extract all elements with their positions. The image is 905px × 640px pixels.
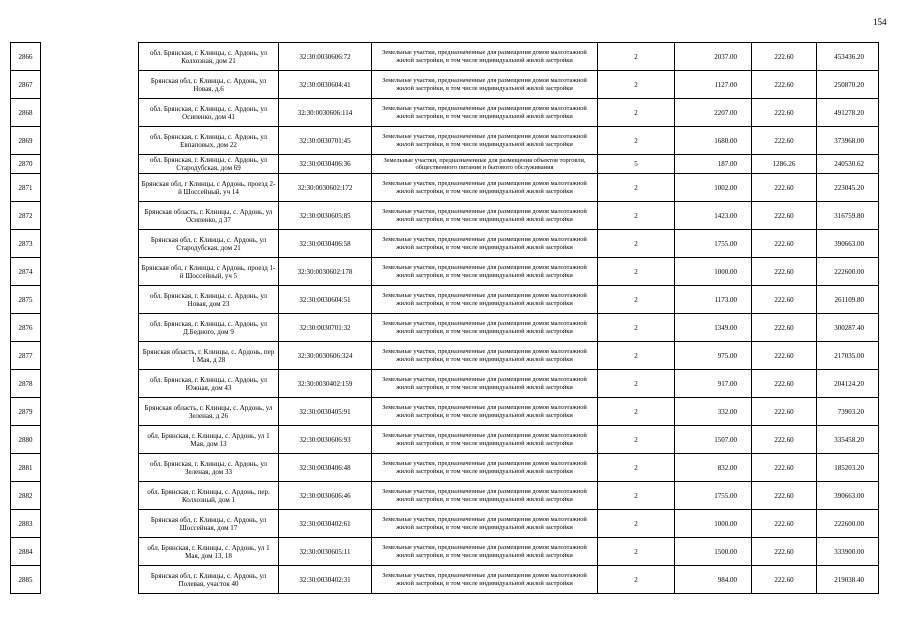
address-cell: обл. Брянская, г. Клинцы, с. Ардонь, ул Евпаповых, дом 22 [139,127,279,155]
land-use-cell: Земельные участки, предназначенные для размещения домов малоэтажной жилой застройки, в том числе индивидуальной жилой застройки [372,538,598,566]
land-use-cell: Земельные участки, предназначенные для размещения домов малоэтажной жилой застройки, в том числе индивидуальной жилой застройки [372,286,598,314]
rate-cell: 222.60 [752,258,817,286]
cadastral-value-cell: 390663.00 [817,230,879,258]
cadastral-number-cell: 32:30:0030402:61 [279,510,372,538]
cadastral-number-cell: 32:30:0030606:46 [279,482,372,510]
area-cell: 1500.00 [675,538,752,566]
table-row [11,538,879,566]
address-cell: Брянская обл, г Клинцы, с Ардонь, проезд 1-й Шоссейный, уч 5 [139,258,279,286]
blank-cell [41,566,139,594]
address-cell: обл. Брянская, г. Клинцы, с. Ардонь, ул Колхозная, дом 21 [139,43,279,71]
rate-cell: 222.60 [752,566,817,594]
blank-cell [41,43,139,71]
cadastral-value-cell: 204124.20 [817,370,879,398]
group-cell: 2 [598,426,675,454]
land-use-cell: Земельные участки, предназначенные для размещения домов малоэтажной жилой застройки, в том числе индивидуальной жилой застройки [372,454,598,482]
group-cell: 2 [598,286,675,314]
cadastral-value-cell: 185203.20 [817,454,879,482]
group-cell: 2 [598,127,675,155]
area-cell: 332.00 [675,398,752,426]
row-id: 2879 [11,398,41,426]
blank-cell [41,538,139,566]
area-cell: 1755.00 [675,230,752,258]
group-cell: 2 [598,510,675,538]
area-cell: 832.00 [675,454,752,482]
cadastral-value-cell: 453436.20 [817,43,879,71]
land-use-cell: Земельные участки, предназначенные для размещения домов малоэтажной жилой застройки, в том числе индивидуальной жилой застройки [372,342,598,370]
cadastral-value-cell: 316759.80 [817,202,879,230]
land-use-cell: Земельные участки, предназначенные для размещения домов малоэтажной жилой застройки, в том числе индивидуальной жилой застройки [372,71,598,99]
cadastral-value-cell: 373968.00 [817,127,879,155]
land-use-cell: Земельные участки, предназначенные для размещения домов малоэтажной жилой застройки, в том числе индивидуальной жилой застройки [372,314,598,342]
group-cell: 2 [598,43,675,71]
cadastral-number-cell: 32:30:0030606:93 [279,426,372,454]
group-cell: 2 [598,71,675,99]
area-cell: 1755.00 [675,482,752,510]
address-cell: обл. Брянская, г. Клинцы, с. Ардонь, ул Д.Бедного, дом 9 [139,314,279,342]
area-cell: 2207.00 [675,99,752,127]
table-body [11,43,879,594]
cadastral-value-cell: 390663.00 [817,482,879,510]
land-use-cell: Земельные участки, предназначенные для размещения домов малоэтажной жилой застройки, в том числе индивидуальной жилой застройки [372,370,598,398]
cadastral-number-cell: 32:30:0030406:58 [279,230,372,258]
address-cell: обл. Брянская, г. Клинцы, с. Ардонь, пер. Колхозный, дом 1 [139,482,279,510]
cadastral-value-cell: 250870.20 [817,71,879,99]
group-cell: 2 [598,202,675,230]
rate-cell: 222.60 [752,202,817,230]
cadastral-number-cell: 32:30:0030602:172 [279,174,372,202]
row-id: 2870 [11,155,41,174]
area-cell: 1000.00 [675,510,752,538]
cadastral-number-cell: 32:30:0030402:159 [279,370,372,398]
row-id: 2884 [11,538,41,566]
table-row [11,286,879,314]
table-row [11,43,879,71]
land-use-cell: Земельные участки, предназначенные для размещения домов малоэтажной жилой застройки, в том числе индивидуальной жилой застройки [372,398,598,426]
land-use-cell: Земельные участки, предназначенные для размещения объектов торговли, общественного питания и бытового обслуживания [372,155,598,174]
land-use-cell: Земельные участки, предназначенные для размещения домов малоэтажной жилой застройки, в том числе индивидуальной жилой застройки [372,426,598,454]
cadastral-value-cell: 261109.80 [817,286,879,314]
land-use-cell: Земельные участки, предназначенные для размещения домов малоэтажной жилой застройки, в том числе индивидуальной жилой застройки [372,482,598,510]
table-row [11,71,879,99]
cadastral-number-cell: 32:30:0030605:11 [279,538,372,566]
group-cell: 2 [598,454,675,482]
group-cell: 5 [598,155,675,174]
blank-cell [41,510,139,538]
cadastral-number-cell: 32:30:0030604:51 [279,286,372,314]
land-use-cell: Земельные участки, предназначенные для размещения домов малоэтажной жилой застройки, в том числе индивидуальной жилой застройки [372,202,598,230]
cadastral-number-cell: 32:30:0030405:91 [279,398,372,426]
rate-cell: 222.60 [752,510,817,538]
area-cell: 1507.00 [675,426,752,454]
land-use-cell: Земельные участки, предназначенные для размещения домов малоэтажной жилой застройки, в том числе индивидуальной жилой застройки [372,99,598,127]
blank-cell [41,342,139,370]
address-cell: Брянская область, г. Клинцы, с. Ардонь, пер 1 Мая, д 28 [139,342,279,370]
rate-cell: 222.60 [752,370,817,398]
blank-cell [41,202,139,230]
address-cell: обл. Брянская, г. Клинцы, с. Ардонь, ул 1 Мая, дом 13, 18 [139,538,279,566]
area-cell: 1680.00 [675,127,752,155]
address-cell: обл. Брянская, г. Клинцы, с. Ардонь, ул Стародубская, дом 69 [139,155,279,174]
address-cell: обл. Брянская, г. Клинцы, с. Ардонь, ул 1 Мая, дом 13 [139,426,279,454]
rate-cell: 1286.26 [752,155,817,174]
page-number: 154 [873,17,887,27]
address-cell: Брянская обл, г. Клинцы, с. Ардонь, ул Стародубская, дом 21 [139,230,279,258]
table-row [11,99,879,127]
rate-cell: 222.60 [752,342,817,370]
rate-cell: 222.60 [752,127,817,155]
rate-cell: 222.60 [752,99,817,127]
group-cell: 2 [598,566,675,594]
rate-cell: 222.60 [752,230,817,258]
blank-cell [41,370,139,398]
cadastral-value-cell: 217035.00 [817,342,879,370]
rate-cell: 222.60 [752,43,817,71]
cadastral-number-cell: 32:30:0030406:36 [279,155,372,174]
address-cell: Брянская обл, г. Клинцы, с. Ардонь, ул Шоссейная, дом 17 [139,510,279,538]
cadastral-number-cell: 32:30:0030602:178 [279,258,372,286]
land-use-cell: Земельные участки, предназначенные для размещения домов малоэтажной жилой застройки, в том числе индивидуальной жилой застройки [372,174,598,202]
area-cell: 1423.00 [675,202,752,230]
row-id: 2866 [11,43,41,71]
cadastral-number-cell: 32:30:0030606:72 [279,43,372,71]
address-cell: обл. Брянская, г. Клинцы, с. Ардонь, ул Осипенко, дом 41 [139,99,279,127]
land-use-cell: Земельные участки, предназначенные для размещения домов малоэтажной жилой застройки, в том числе индивидуальной жилой застройки [372,127,598,155]
table-row [11,398,879,426]
cadastral-value-cell: 300287.40 [817,314,879,342]
address-cell: Брянская обл, г. Клинцы, с. Ардонь, ул Полевая, участок 40 [139,566,279,594]
cadastral-number-cell: 32:30:0030701:45 [279,127,372,155]
area-cell: 1173.00 [675,286,752,314]
group-cell: 2 [598,258,675,286]
cadastral-number-cell: 32:30:0030701:32 [279,314,372,342]
group-cell: 2 [598,230,675,258]
blank-cell [41,426,139,454]
table-row [11,174,879,202]
table-row [11,258,879,286]
blank-cell [41,398,139,426]
area-cell: 1002.00 [675,174,752,202]
address-cell: Брянская обл, г Клинцы, с Ардонь, проезд 2-й Шоссейный, уч 14 [139,174,279,202]
land-parcel-table [10,42,879,594]
rate-cell: 222.60 [752,314,817,342]
table-row [11,127,879,155]
row-id: 2874 [11,258,41,286]
group-cell: 2 [598,370,675,398]
cadastral-number-cell: 32:30:0030402:31 [279,566,372,594]
row-id: 2885 [11,566,41,594]
rate-cell: 222.60 [752,174,817,202]
area-cell: 975.00 [675,342,752,370]
blank-cell [41,127,139,155]
group-cell: 2 [598,482,675,510]
rate-cell: 222.60 [752,426,817,454]
cadastral-number-cell: 32:30:0030604:41 [279,71,372,99]
table-row [11,342,879,370]
table-row [11,202,879,230]
row-id: 2882 [11,482,41,510]
land-use-cell: Земельные участки, предназначенные для размещения домов малоэтажной жилой застройки, в том числе индивидуальной жилой застройки [372,258,598,286]
area-cell: 917.00 [675,370,752,398]
cadastral-number-cell: 32:30:0030605:85 [279,202,372,230]
area-cell: 187.00 [675,155,752,174]
cadastral-number-cell: 32:30:0030606:324 [279,342,372,370]
cadastral-value-cell: 73903.20 [817,398,879,426]
table-row [11,426,879,454]
address-cell: обл. Брянская, г. Клинцы, с. Ардонь, ул Зеленая, дом 33 [139,454,279,482]
rate-cell: 222.60 [752,286,817,314]
row-id: 2873 [11,230,41,258]
land-use-cell: Земельные участки, предназначенные для размещения домов малоэтажной жилой застройки, в том числе индивидуальной жилой застройки [372,566,598,594]
group-cell: 2 [598,342,675,370]
table-row [11,370,879,398]
blank-cell [41,314,139,342]
rate-cell: 222.60 [752,398,817,426]
table-row [11,482,879,510]
table-row [11,314,879,342]
address-cell: Брянская область, г. Клинцы, с. Ардонь, ул Осипенко, д 37 [139,202,279,230]
area-cell: 2037.00 [675,43,752,71]
row-id: 2878 [11,370,41,398]
group-cell: 2 [598,99,675,127]
row-id: 2883 [11,510,41,538]
rate-cell: 222.60 [752,482,817,510]
rate-cell: 222.60 [752,538,817,566]
row-id: 2875 [11,286,41,314]
blank-cell [41,258,139,286]
blank-cell [41,482,139,510]
land-use-cell: Земельные участки, предназначенные для размещения домов малоэтажной жилой застройки, в том числе индивидуальной жилой застройки [372,43,598,71]
blank-cell [41,99,139,127]
blank-cell [41,71,139,99]
cadastral-value-cell: 491278.20 [817,99,879,127]
land-use-cell: Земельные участки, предназначенные для размещения домов малоэтажной жилой застройки, в том числе индивидуальной жилой застройки [372,230,598,258]
row-id: 2871 [11,174,41,202]
row-id: 2867 [11,71,41,99]
cadastral-value-cell: 333900.00 [817,538,879,566]
blank-cell [41,230,139,258]
area-cell: 984.00 [675,566,752,594]
address-cell: Брянская обл, г. Клинцы, с. Ардонь, ул Новая, д.6 [139,71,279,99]
row-id: 2876 [11,314,41,342]
row-id: 2868 [11,99,41,127]
group-cell: 2 [598,398,675,426]
group-cell: 2 [598,314,675,342]
land-use-cell: Земельные участки, предназначенные для размещения домов малоэтажной жилой застройки, в том числе индивидуальной жилой застройки [372,510,598,538]
address-cell: обл. Брянская, г. Клинцы, с. Ардонь, ул Южная, дом 43 [139,370,279,398]
blank-cell [41,174,139,202]
blank-cell [41,286,139,314]
table-row [11,230,879,258]
cadastral-value-cell: 222600.00 [817,258,879,286]
table-row [11,454,879,482]
blank-cell [41,454,139,482]
group-cell: 2 [598,538,675,566]
cadastral-value-cell: 240530.62 [817,155,879,174]
row-id: 2877 [11,342,41,370]
table-row [11,155,879,174]
area-cell: 1127.00 [675,71,752,99]
cadastral-value-cell: 219038.40 [817,566,879,594]
cadastral-number-cell: 32:30:0030406:48 [279,454,372,482]
area-cell: 1349.00 [675,314,752,342]
row-id: 2872 [11,202,41,230]
address-cell: обл. Брянская, г. Клинцы, с. Ардонь, ул Новая, дом 23 [139,286,279,314]
row-id: 2880 [11,426,41,454]
rate-cell: 222.60 [752,454,817,482]
table-row [11,510,879,538]
row-id: 2881 [11,454,41,482]
row-id: 2869 [11,127,41,155]
address-cell: Брянская область, г. Клинцы, с. Ардонь, ул Зеленая, д 26 [139,398,279,426]
cadastral-value-cell: 222600.00 [817,510,879,538]
cadastral-value-cell: 335458.20 [817,426,879,454]
blank-cell [41,155,139,174]
area-cell: 1000.00 [675,258,752,286]
rate-cell: 222.60 [752,71,817,99]
table-row [11,566,879,594]
cadastral-number-cell: 32:30:0030606:114 [279,99,372,127]
cadastral-value-cell: 223045.20 [817,174,879,202]
group-cell: 2 [598,174,675,202]
